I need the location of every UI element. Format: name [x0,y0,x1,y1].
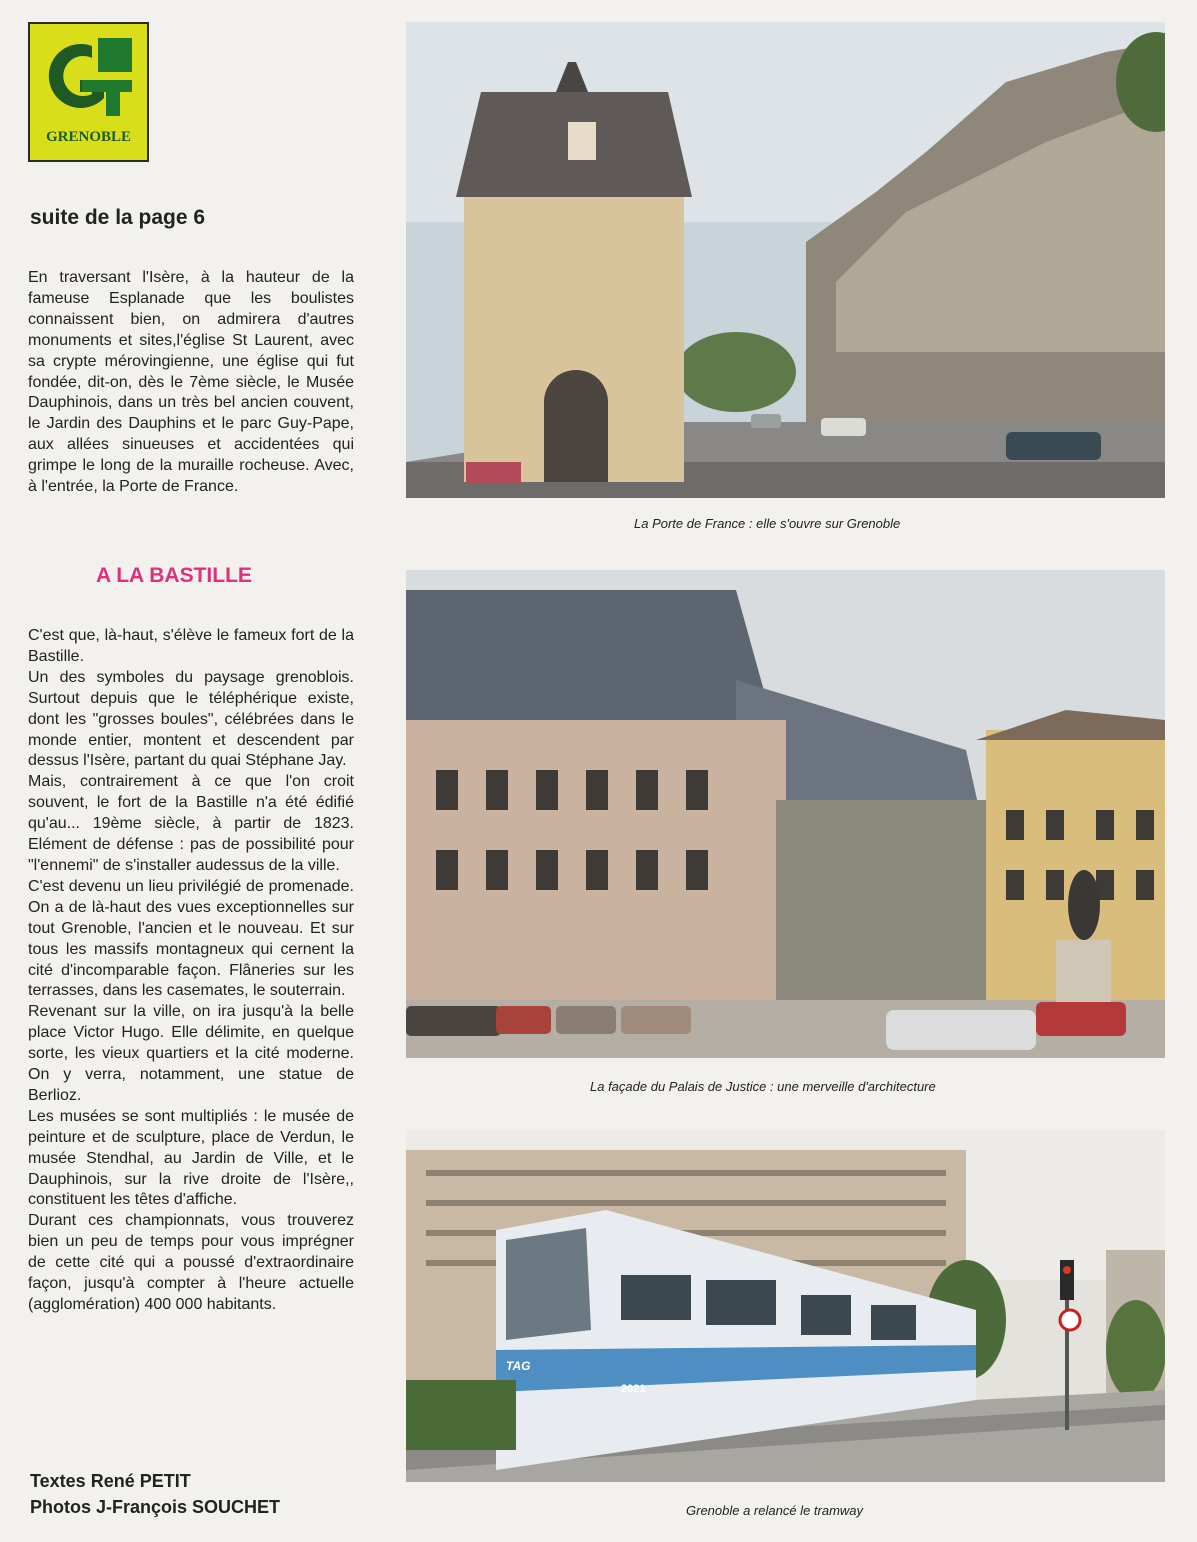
credit-texts: Textes René PETIT [30,1471,191,1491]
page-subtitle: suite de la page 6 [30,206,206,229]
body-paragraph: C'est que, là-haut, s'élève le fameux fort de la Bastille. [28,627,354,665]
photo-palais-de-justice [406,570,1165,1058]
tram-brand: TAG [506,1359,531,1373]
body-paragraph: Revenant sur la ville, on ira jusqu'à la belle place Victor Hugo. Elle délimite, en quelque sorte, les vieux quartiers et la cité moderne. On y verra, notamment, une statue de Berlioz. [28,1003,354,1104]
tram-number: 2021 [621,1383,646,1395]
credit-photos: Photos J-François SOUCHET [30,1497,281,1517]
intro-text: En traversant l'Isère, à la hauteur de la fameuse Esplanade que les boulistes connaissent bien, on admirera d'autres monuments et sites,l'église St Laurent, avec sa crypte mérovingienne, une église qui fut fondée, dit-on, dès le 7ème siècle, le Musée Dauphinois, dans un très bel ancien couvent, le Jardin des Dauphins et le parc Guy-Pape, aux allées sinueuses et accidentées qui grimpe le long de la muraille rocheuse. Avec, à l'entrée, la Porte de France. [28,269,354,496]
body-paragraph: Durant ces championnats, vous trouverez bien un peu de temps pour vous imprégner de cette cité qui a poussé d'extraordinaire façon, jusqu'à compter à l'heure actuelle (agglomération) 400 000 habitants. [28,1212,354,1313]
photo-porte-de-france [406,22,1165,498]
intro-paragraph [28,268,354,498]
credits [30,1468,280,1520]
caption-tramway: Grenoble a relancé le tramway [686,1503,864,1518]
gj-logo-icon [42,36,137,126]
body-paragraph: C'est devenu un lieu privilégié de promenade. On a de là-haut des vues exceptionnelles sur tout Grenoble, l'ancien et le nouveau. Et sur tous les massifs montagneux qui cernent la cité d'incomparable façon. Flâneries sur les terrasses, dans les casemates, le souterrain. [28,877,354,1000]
caption-porte-de-france: La Porte de France : elle s'ouvre sur Grenoble [634,516,901,531]
grenoble-logo [28,22,149,162]
body-paragraph: Un des symboles du paysage grenoblois. Surtout depuis que le téléphérique existe, dont les "grosses boules", célébrées dans le monde entier, montent et descendent par dessus l'Isère, partant du quai Stéphane Jay. [28,668,354,770]
palais-de-justice-image [406,570,1165,1058]
porte-de-france-image [406,22,1165,498]
tramway-image [406,1130,1165,1482]
body-paragraph: Les musées se sont multipliés : le musée de peinture et de sculpture, place de Verdun, le musée Stendhal, au Jardin de Ville, et le Dauphinois, sur la rive droite de l'Isère,, constituent les têtes d'affiche. [28,1107,354,1209]
logo-name: GRENOBLE [45,129,132,145]
section-heading: A LA BASTILLE [96,564,252,587]
caption-palais-de-justice: La façade du Palais de Justice : une merveille d'architecture [590,1079,936,1094]
photo-tramway [406,1130,1165,1482]
body-paragraph: Mais, contrairement à ce que l'on croit souvent, le fort de la Bastille n'a été édifié qu'au... 19ème siècle, à partir de 1823. Elément de défense : pas de possibilité pour "l'ennemi" de s'installer audessus de la ville. [28,773,354,874]
article-body [28,626,354,1316]
